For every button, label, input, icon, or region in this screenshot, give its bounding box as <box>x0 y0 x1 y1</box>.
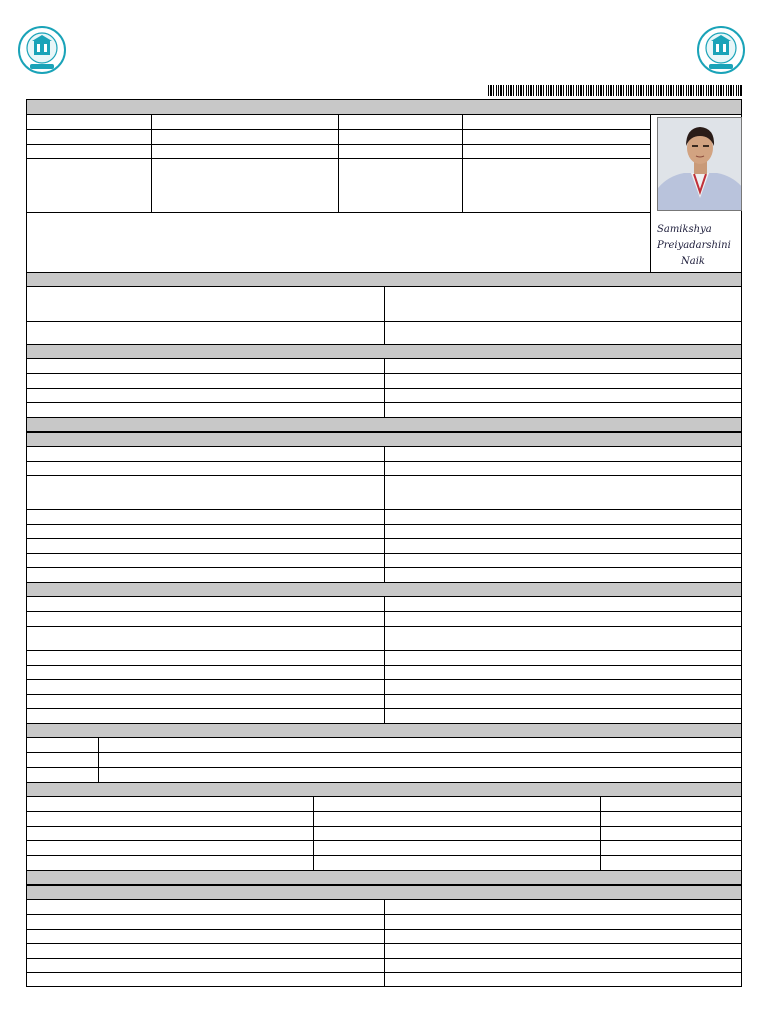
table-rule <box>27 212 651 213</box>
section-header-band <box>27 723 741 738</box>
table-rule <box>650 115 651 272</box>
section-header-band <box>27 100 741 115</box>
svg-text:Samikshya: Samikshya <box>657 224 712 235</box>
cbse-logo-left-icon <box>18 26 66 74</box>
section-header-band <box>27 782 741 797</box>
table-rule <box>27 129 651 130</box>
section-header-band <box>27 582 741 597</box>
table-rule <box>384 597 385 723</box>
table-rule <box>462 115 463 212</box>
application-form <box>26 99 742 987</box>
svg-text:Naik: Naik <box>681 256 705 267</box>
table-rule <box>151 115 152 212</box>
section-header-band <box>27 344 741 359</box>
table-rule <box>27 840 741 841</box>
table-rule <box>338 115 339 212</box>
table-rule <box>384 900 385 987</box>
table-rule <box>27 752 741 753</box>
candidate-signature <box>655 218 743 272</box>
section-subheader-band <box>27 885 741 900</box>
table-rule <box>313 797 314 870</box>
table-rule <box>98 738 99 782</box>
candidate-photo <box>657 117 742 211</box>
table-rule <box>27 811 741 812</box>
section-subheader-band <box>27 432 741 447</box>
table-rule <box>27 855 741 856</box>
table-rule <box>27 826 741 827</box>
section-header-band <box>27 272 741 287</box>
section-header-band <box>27 870 741 885</box>
table-rule <box>27 767 741 768</box>
cbse-logo-right-icon <box>697 26 745 74</box>
table-rule <box>27 158 651 159</box>
svg-text:Preiyadarshini: Preiyadarshini <box>657 240 731 251</box>
barcode-icon <box>488 85 742 96</box>
table-rule <box>27 144 651 145</box>
section-header-band <box>27 417 741 432</box>
table-rule <box>384 359 385 417</box>
table-rule <box>384 287 385 344</box>
table-rule <box>384 447 385 582</box>
table-rule <box>600 797 601 870</box>
